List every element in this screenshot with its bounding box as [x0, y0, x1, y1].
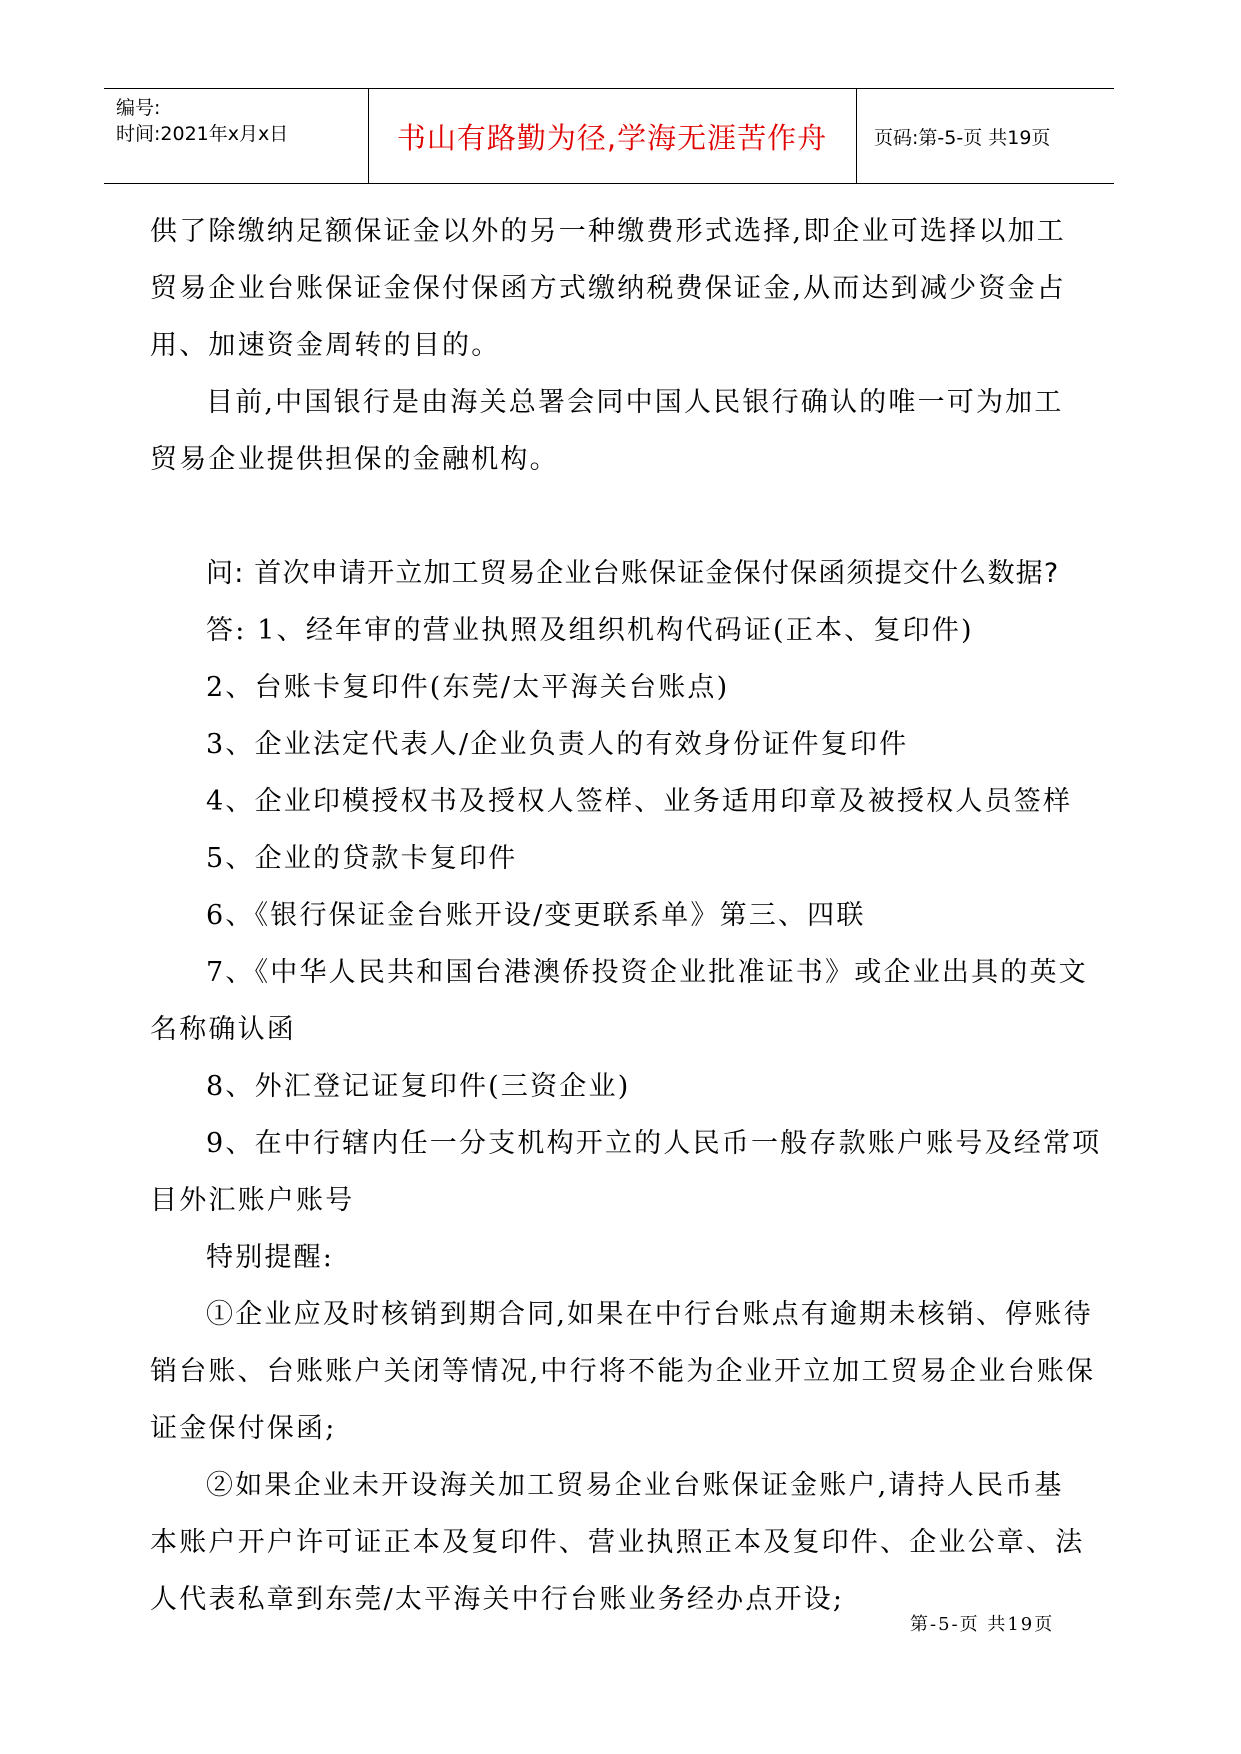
- text-line: 9、在中行辖内任一分支机构开立的人民币一般存款账户账号及经常项: [206, 1128, 1102, 1159]
- text-line: 贸易企业提供担保的金融机构。: [150, 444, 559, 475]
- text-line: 证金保付保函;: [150, 1413, 337, 1444]
- text-line: 目前,中国银行是由海关总署会同中国人民银行确认的唯一可为加工: [206, 387, 1064, 418]
- text-line: 7、《中华人民共和国台港澳侨投资企业批准证书》或企业出具的英文: [206, 957, 1088, 988]
- text-line: 特别提醒:: [206, 1242, 335, 1273]
- text-line: ①企业应及时核销到期合同,如果在中行台账点有逾期未核销、停账待: [206, 1299, 1093, 1330]
- text-line: 人代表私章到东莞/太平海关中行台账业务经办点开设;: [150, 1584, 845, 1615]
- document-body: [150, 203, 1102, 1628]
- header-meta: [116, 95, 288, 147]
- text-line: 名称确认函: [150, 1014, 296, 1045]
- blank-line: [150, 488, 1090, 545]
- text-line: 8、外汇登记证复印件(三资企业): [206, 1071, 631, 1102]
- text-line: 本账户开户许可证正本及复印件、营业执照正本及复印件、企业公章、法: [150, 1527, 1085, 1558]
- text-line: 目外汇账户账号: [150, 1185, 355, 1216]
- text-line: ②如果企业未开设海关加工贸易企业台账保证金账户,请持人民币基: [206, 1470, 1064, 1501]
- header-page-info: 页码:第-5-页 共19页: [874, 127, 1051, 149]
- text-line: 供了除缴纳足额保证金以外的另一种缴费形式选择,即企业可选择以加工: [150, 216, 1066, 247]
- text-line: 答: 1、经年审的营业执照及组织机构代码证(正本、复印件): [206, 615, 974, 646]
- text-line: 用、加速资金周转的目的。: [150, 330, 501, 361]
- page-header: [104, 88, 1114, 184]
- page-footer: 第-5-页 共19页: [910, 1614, 1055, 1635]
- text-line: 5、企业的贷款卡复印件: [206, 843, 518, 874]
- question-line: 问: 首次申请开立加工贸易企业台账保证金保付保函须提交什么数据?: [206, 558, 1060, 589]
- text-line: 6、《银行保证金台账开设/变更联系单》第三、四联: [206, 900, 866, 931]
- text-line: 贸易企业台账保证金保付保函方式缴纳税费保证金,从而达到减少资金占: [150, 273, 1066, 304]
- serial-label: 编号:: [116, 97, 161, 119]
- header-motto: 书山有路勤为径,学海无涯苦作舟: [396, 120, 828, 155]
- time-label: 时间:2021年x月x日: [116, 123, 289, 145]
- text-line: 3、企业法定代表人/企业负责人的有效身份证件复印件: [206, 729, 909, 760]
- text-line: 销台账、台账账户关闭等情况,中行将不能为企业开立加工贸易企业台账保: [150, 1356, 1096, 1387]
- text-line: 2、台账卡复印件(东莞/太平海关台账点): [206, 672, 730, 703]
- header-divider: [856, 89, 857, 183]
- text-line: 4、企业印模授权书及授权人签样、业务适用印章及被授权人员签样: [206, 786, 1073, 817]
